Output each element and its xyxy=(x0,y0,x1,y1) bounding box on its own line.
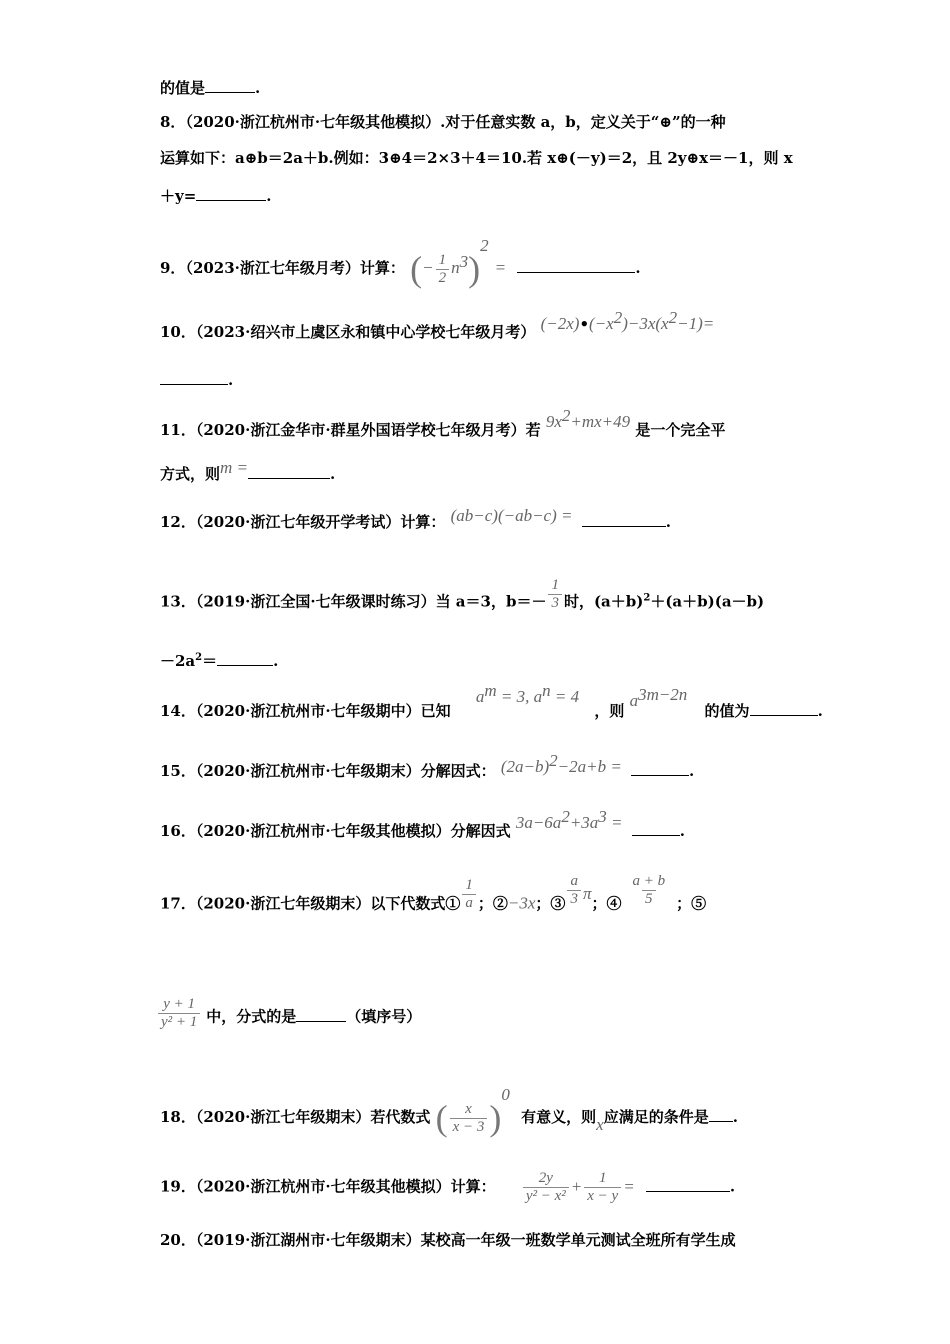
q11-text: 若 xyxy=(525,421,541,439)
q14-end: . xyxy=(817,702,823,720)
q15-number: 15． xyxy=(160,762,196,780)
q19-source: （2020·浙江杭州市·七年级其他模拟） xyxy=(195,1177,451,1196)
q18-formula: ( $\frac{x}{x - 3}$ )$^0$ xyxy=(435,1085,510,1138)
q19-end: . xyxy=(729,1177,736,1196)
q15-end: . xyxy=(689,762,695,780)
q19-line xyxy=(160,1170,735,1205)
q14-line xyxy=(160,681,823,721)
q19-number: 19． xyxy=(160,1177,196,1196)
q12-blank xyxy=(582,512,666,527)
q9-line xyxy=(160,236,641,287)
q20-source: （2019·浙江湖州市·七年级期末） xyxy=(195,1231,421,1249)
q8-number: 8． xyxy=(160,113,186,131)
q8-source: （2020·浙江杭州市·七年级其他模拟） xyxy=(185,113,441,131)
q13-line1: 13．（2019·浙江全国·七年级课时练习）当 a＝3，b＝－ $\frac{1}{3}$ 时，$(a+b)^2+(a+b)(a-b)$ xyxy=(160,577,765,611)
q13-text3: ＋(a＋b)(a－b) xyxy=(650,592,765,611)
q11-formula: $9x^2+mx+49$ xyxy=(545,406,631,431)
q13-end: . xyxy=(273,652,279,670)
q16-line xyxy=(160,807,685,841)
q13-text2: 时，(a＋b) xyxy=(563,592,644,611)
q14-text: 已知 xyxy=(420,702,451,720)
q8-text3: ＋y= xyxy=(160,187,197,205)
q8-line1 xyxy=(160,112,726,132)
q14-formula2: $a^{3m-2n}$ xyxy=(629,685,688,710)
q16-formula: $3a-6a^2+3a^3$ = xyxy=(515,807,623,832)
q9-number: 9． xyxy=(160,259,186,277)
q17-fraction-3: $\frac{a}{3}$ xyxy=(567,873,581,908)
q8-blank xyxy=(196,186,266,201)
q19-formula: $\frac{2y}{\text{y² − x²}}$ + $\frac{1}{x - y}$ = xyxy=(521,1178,640,1196)
q11-number: 11． xyxy=(160,421,196,439)
q7-text: 的值是 xyxy=(160,79,206,97)
q18-line xyxy=(160,1085,738,1136)
q13-blank xyxy=(217,651,273,666)
q15-formula: $(2a-b)^2-2a+b$ = xyxy=(500,751,622,776)
q14-blank xyxy=(750,701,818,716)
q14-number: 14． xyxy=(160,702,196,720)
q18-blank xyxy=(709,1107,733,1122)
q12-text: 计算： xyxy=(400,513,446,531)
q12-number: 12． xyxy=(160,513,196,531)
q15-text: 分解因式： xyxy=(420,762,496,780)
q10-line1 xyxy=(160,308,715,342)
q14-text3: 的值为 xyxy=(704,702,750,720)
q15-blank xyxy=(631,761,689,776)
q10-end: . xyxy=(228,371,234,389)
q10-number: 10． xyxy=(160,323,196,341)
q14-source: （2020·浙江杭州市·七年级期中） xyxy=(195,702,421,720)
q12-line xyxy=(160,506,671,532)
q13-source: （2019·浙江全国·七年级课时练习） xyxy=(195,592,436,611)
q18-end: . xyxy=(732,1108,738,1126)
q10-formula: $(-2x)•(-x^2)-3x(x^2-1)=$ xyxy=(540,308,715,333)
q20-line xyxy=(160,1230,736,1250)
q9-text: 计算： xyxy=(359,259,405,277)
q8-text1: .对于任意实数 a，b，定义关于“⊕”的一种 xyxy=(440,113,726,131)
q10-source: （2023·绍兴市上虞区永和镇中心学校七年级月考） xyxy=(195,323,536,341)
q13-text: 当 a＝3，b＝－ xyxy=(435,592,547,611)
q11-blank xyxy=(248,464,330,479)
q13-number: 13． xyxy=(160,592,196,611)
q8-line3 xyxy=(160,186,272,206)
q11-m: m = xyxy=(220,458,249,477)
q11-line2 xyxy=(160,458,336,484)
q17-source: （2020·浙江七年级期末） xyxy=(195,894,371,913)
q12-source: （2020·浙江七年级开学考试） xyxy=(195,513,401,531)
q18-text2: 有意义，则 xyxy=(521,1108,597,1126)
q12-end: . xyxy=(665,513,671,531)
q8-end: . xyxy=(266,187,272,205)
q8-text2: 运算如下：a⊕b＝2a＋b.例如：3⊕4＝2×3＋4＝10.若 x⊕(－y)＝2，且 2y⊕x＝－1，则 x xyxy=(160,149,793,167)
q9-formula: (− $\frac{1}{2}$ $n^3)^2=$ xyxy=(410,236,507,289)
q15-line xyxy=(160,751,695,781)
q18-text: 若代数式 xyxy=(370,1108,431,1126)
q17-line2: $\frac{y + 1}{\text{y² + 1}}$ 中，分式的是 （填序号） xyxy=(160,1000,421,1035)
q11-end: . xyxy=(330,465,336,483)
q18-x: x xyxy=(596,1115,604,1134)
q16-end: . xyxy=(679,822,685,840)
q8-line2 xyxy=(160,148,793,168)
q17-fraction-4: $\frac{a + b}{5}$ xyxy=(632,873,666,907)
q9-source: （2023·浙江七年级月考） xyxy=(185,259,360,277)
q20-number: 20． xyxy=(160,1231,196,1249)
q13-fraction: $\frac{1}{3}$ xyxy=(548,577,562,612)
q20-text: 某校高一年级一班数学单元测试全班所有学生成 xyxy=(420,1231,736,1249)
q19-blank xyxy=(646,1177,730,1192)
q11-line1 xyxy=(160,406,726,440)
q11-source: （2020·浙江金华市·群星外国语学校七年级月考） xyxy=(195,421,526,439)
q17-pi: π xyxy=(582,883,592,903)
q13-text4: －2a xyxy=(160,652,196,670)
q18-source: （2020·浙江七年级期末） xyxy=(195,1108,371,1126)
q15-source: （2020·浙江杭州市·七年级期末） xyxy=(195,762,421,780)
q10-blank xyxy=(160,370,228,385)
q7-end: . xyxy=(255,79,261,97)
q17-text: 以下代数式① xyxy=(370,894,461,913)
q9-blank xyxy=(517,258,635,273)
q18-text3: 应满足的条件是 xyxy=(603,1108,709,1126)
q16-blank xyxy=(632,821,680,836)
q17-number: 17． xyxy=(160,894,196,913)
q16-number: 16． xyxy=(160,822,196,840)
q11-text3: 方式，则 xyxy=(160,465,221,483)
q19-text: 计算： xyxy=(450,1177,496,1196)
q17-blank xyxy=(296,1007,346,1022)
q18-number: 18． xyxy=(160,1108,196,1126)
q17-line1: 17．（2020·浙江七年级期末）以下代数式① $\frac{1}{a}$ ；②−3x；③ $\frac{a}{3}$ π；④ $\frac{a + b}{5}$ ；⑤ xyxy=(160,873,707,913)
q11-text2: 是一个完全平 xyxy=(635,421,726,439)
q16-source: （2020·浙江杭州市·七年级其他模拟） xyxy=(195,822,451,840)
q7-tail-line xyxy=(160,78,260,98)
q17-expr-2: −3x xyxy=(507,893,536,913)
q10-line2 xyxy=(160,370,233,390)
q12-formula: (ab−c)(−ab−c) = xyxy=(450,506,573,525)
q14-formula1: $a^m = 3$, $a^n = 4$ xyxy=(475,681,580,706)
q17-fraction-5: $\frac{y + 1}{\text{y² + 1}}$ xyxy=(158,996,200,1031)
q13-line2: $-2a^2=$ . xyxy=(160,652,279,670)
q14-text2: ，则 xyxy=(594,702,625,720)
q16-text: 分解因式 xyxy=(450,822,511,840)
q17-fraction-1: $\frac{1}{a}$ xyxy=(462,877,476,912)
q9-end: . xyxy=(635,259,641,277)
q7-blank xyxy=(205,78,255,93)
